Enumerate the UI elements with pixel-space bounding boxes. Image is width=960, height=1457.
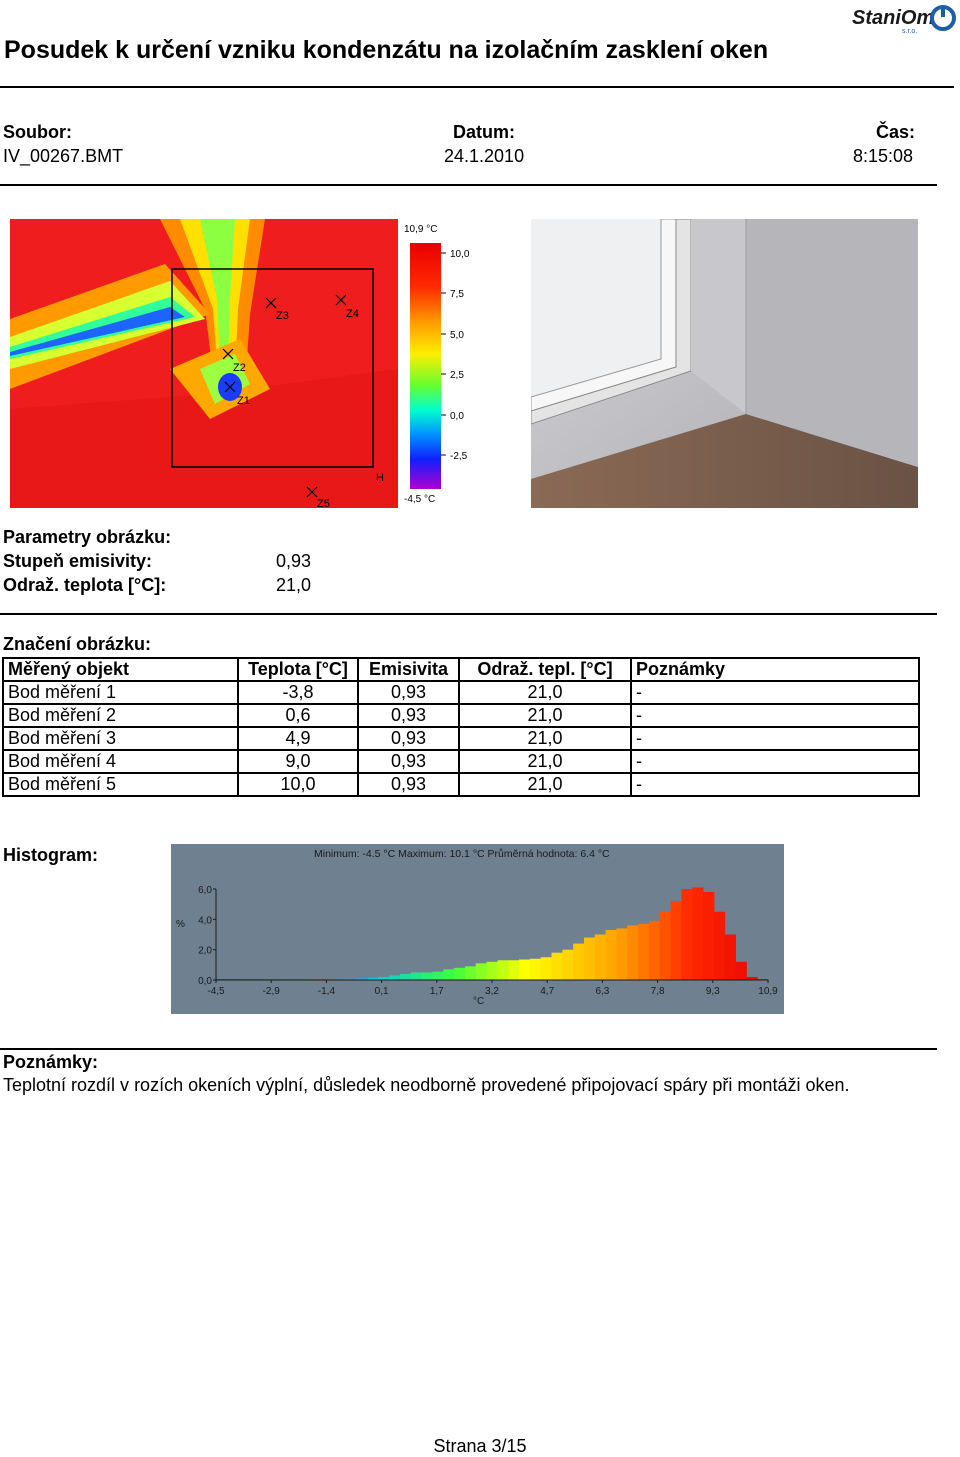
cell-emissivity: 0,93 [358, 773, 459, 796]
marker-z2: Z2 [233, 362, 246, 374]
histogram-bar [530, 959, 541, 980]
cell-object: Bod měření 1 [3, 681, 238, 704]
cell-temperature: 9,0 [238, 750, 358, 773]
date-value: 24.1.2010 [444, 146, 525, 166]
histogram-bar [443, 969, 454, 980]
temperature-scale [400, 219, 500, 508]
thermal-image [10, 219, 398, 508]
x-tick-label: 0,1 [374, 986, 389, 997]
histogram-bar [649, 921, 660, 980]
page-title: Posudek k určení vzniku kondenzátu na izolačním zasklení oken [4, 36, 769, 64]
params-heading: Parametry obrázku: [3, 527, 172, 547]
table-row [3, 681, 919, 704]
reflected-temp-value: 21,0 [276, 575, 312, 595]
histogram-label: Histogram: [3, 845, 99, 865]
reflected-temp-label: Odraž. teplota [°C]: [3, 575, 167, 595]
histogram-bar [692, 887, 703, 980]
cell-reflected: 21,0 [459, 773, 631, 796]
cell-emissivity: 0,93 [358, 750, 459, 773]
cell-temperature: 0,6 [238, 704, 358, 727]
scale-tick: -2,5 [450, 451, 468, 462]
marking-heading: Značení obrázku: [3, 634, 152, 654]
date-label: Datum: [453, 122, 515, 142]
histogram-bar [703, 892, 714, 980]
cell-object: Bod měření 3 [3, 727, 238, 750]
histogram-chart [171, 844, 784, 1014]
cell-notes: - [631, 750, 919, 773]
marker-z3: Z3 [276, 310, 289, 322]
col-header: Poznámky [631, 658, 919, 681]
cell-temperature: 10,0 [238, 773, 358, 796]
cell-reflected: 21,0 [459, 727, 631, 750]
marker-z5: Z5 [317, 498, 330, 508]
histogram-bar [454, 968, 465, 980]
x-tick-label: 9,3 [705, 986, 720, 997]
scale-tick: 5,0 [450, 330, 464, 341]
x-tick-label: -4,5 [207, 986, 225, 997]
histogram-bar [400, 974, 411, 980]
x-tick-label: 7,8 [650, 986, 665, 997]
histogram-bar [422, 972, 433, 980]
cell-notes: - [631, 773, 919, 796]
company-logo [850, 2, 958, 36]
x-axis-label: °C [473, 996, 485, 1007]
logo-text: StaniOm [852, 7, 935, 29]
measurement-table [2, 657, 920, 797]
time-value: 8:15:08 [853, 146, 914, 166]
histogram-bar [573, 944, 584, 980]
y-tick-label: 4,0 [198, 915, 212, 927]
cell-notes: - [631, 727, 919, 750]
x-tick-label: -1,4 [317, 986, 336, 997]
histogram-bar [519, 960, 530, 980]
table-row [3, 773, 919, 796]
emissivity-label: Stupeň emisivity: [3, 551, 153, 571]
histogram-bar [638, 924, 649, 980]
params-rule [0, 613, 937, 615]
histogram-bar [681, 889, 692, 980]
col-header: Emisivita [358, 658, 459, 681]
y-tick-label: 0,0 [198, 976, 212, 987]
histogram-bar [411, 972, 422, 980]
histogram-bar [595, 935, 606, 981]
marker-z4: Z4 [346, 308, 359, 320]
histogram-bar [714, 912, 725, 980]
cell-object: Bod měření 2 [3, 704, 238, 727]
page-number: Strana 3/15 [433, 1436, 527, 1456]
notes-heading: Poznámky: [3, 1052, 99, 1072]
histogram-bar [552, 953, 563, 980]
histogram-bar [497, 960, 508, 980]
histogram-bar [671, 901, 682, 980]
visual-photo [531, 219, 918, 508]
col-header: Měřený objekt [3, 658, 238, 681]
cell-emissivity: 0,93 [358, 727, 459, 750]
logo-sub: s.r.o. [902, 28, 918, 35]
histogram-bar [465, 966, 476, 980]
cell-emissivity: 0,93 [358, 704, 459, 727]
y-tick-label: 2,0 [198, 945, 212, 957]
cell-temperature: -3,8 [238, 681, 358, 704]
x-tick-label: -2,9 [262, 986, 280, 997]
histogram-bar [584, 938, 595, 980]
file-label: Soubor: [3, 122, 72, 142]
scale-tick: 10,0 [450, 249, 470, 260]
x-tick-label: 10,9 [758, 986, 778, 997]
histogram-bar [616, 928, 627, 980]
cell-notes: - [631, 681, 919, 704]
x-tick-label: 1,7 [429, 986, 444, 997]
scale-tick: 2,5 [450, 370, 464, 381]
histogram-bar [508, 960, 519, 980]
table-row [3, 750, 919, 773]
scale-tick: 0,0 [450, 411, 464, 422]
histogram-bar [562, 950, 573, 980]
histogram-bar [476, 963, 487, 980]
cell-reflected: 21,0 [459, 750, 631, 773]
histogram-bar [389, 975, 400, 980]
cell-temperature: 4,9 [238, 727, 358, 750]
col-header: Teplota [°C] [238, 658, 358, 681]
histogram-bar [487, 962, 498, 980]
cell-object: Bod měření 4 [3, 750, 238, 773]
marker-h: H [376, 472, 384, 484]
table-row [3, 704, 919, 727]
histogram-bar [541, 957, 552, 980]
x-tick-label: 3,2 [485, 986, 499, 997]
histogram-bar [606, 930, 617, 980]
cell-emissivity: 0,93 [358, 681, 459, 704]
x-tick-label: 4,7 [540, 986, 555, 997]
y-tick-label: 6,0 [198, 885, 212, 896]
cell-notes: - [631, 704, 919, 727]
histogram-bar [660, 912, 671, 980]
histogram-svg [171, 844, 784, 1014]
cell-object: Bod měření 5 [3, 773, 238, 796]
y-axis-label: % [176, 919, 185, 930]
histogram-bar [432, 972, 443, 980]
histogram-bar [725, 935, 736, 981]
histogram-stats: Minimum: -4.5 °C Maximum: 10.1 °C Průměrná hodnota: 6.4 °C [314, 848, 610, 860]
histogram-bar [627, 925, 638, 980]
col-header: Odraž. tepl. [°C] [459, 658, 631, 681]
cell-reflected: 21,0 [459, 704, 631, 727]
histogram-rule [0, 1048, 937, 1050]
cell-reflected: 21,0 [459, 681, 631, 704]
histogram-bar [736, 962, 747, 980]
table-header-row [3, 658, 919, 681]
file-value: IV_00267.BMT [3, 146, 124, 166]
notes-text: Teplotní rozdíl v rozích okeních výplní, důsledek neodborně provedené připojovací spáry při montáži oken. [3, 1075, 850, 1095]
scale-min: -4,5 °C [404, 494, 436, 505]
scale-max: 10,9 °C [404, 224, 438, 235]
table-row [3, 727, 919, 750]
scale-tick: 7,5 [450, 289, 464, 300]
header-rule [0, 86, 954, 88]
info-rule [0, 184, 937, 186]
emissivity-value: 0,93 [276, 551, 312, 571]
time-label: Čas: [876, 122, 916, 142]
x-tick-label: 6,3 [595, 986, 610, 997]
marker-z1: Z1 [237, 395, 250, 407]
